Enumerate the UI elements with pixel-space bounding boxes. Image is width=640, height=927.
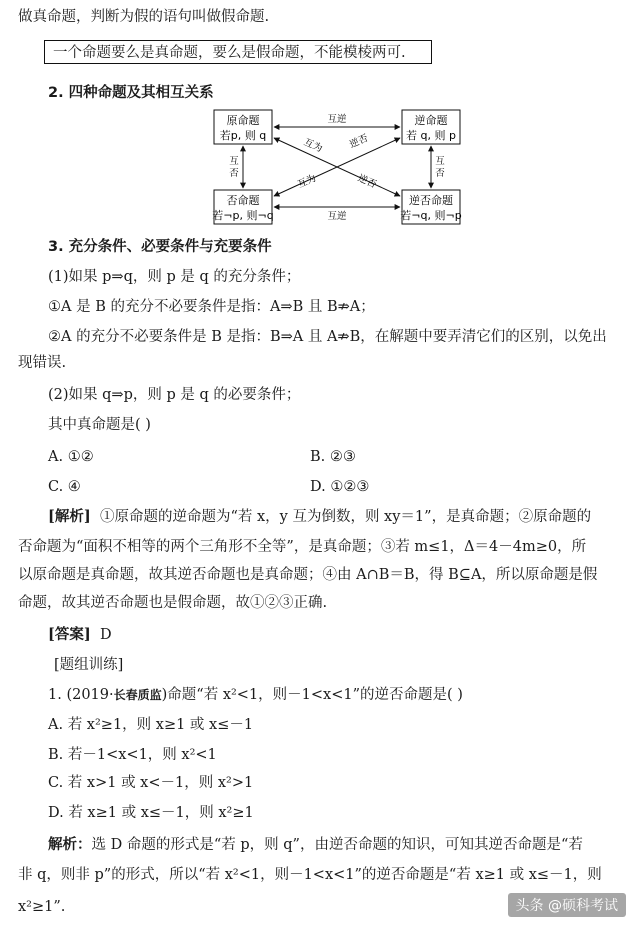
option-a: A. ①②	[48, 449, 94, 465]
contrapositive-text: 若¬q, 则¬p	[400, 209, 462, 222]
answer-label: [答案]	[48, 626, 91, 643]
s3-line-3b: 现错误.	[18, 355, 67, 371]
solution-label: 解析：	[48, 836, 92, 853]
answer-line	[48, 624, 626, 646]
analysis-line-4: 命题，故其逆否命题也是假命题，故①②③正确.	[18, 595, 328, 611]
analysis-label: [解析]	[48, 508, 91, 525]
inverse-title: 否命题	[226, 194, 260, 207]
solution-line-3: x²≥1”.	[18, 899, 66, 915]
intro-line: 做真命题，判断为假的语句叫做假命题.	[18, 9, 270, 25]
q1-option-a: A. 若 x²≥1，则 x≥1 或 x≤－1	[48, 717, 254, 733]
s3-line-2: ①A 是 B 的充分不必要条件是指：A⇒B 且 B⇏A；	[48, 299, 375, 315]
option-c: C. ④	[48, 479, 81, 495]
analysis-text-1: ①原命题的逆命题为“若 x，y 互为倒数，则 xy＝1”，是真命题；②原命题的	[99, 509, 592, 525]
original-title: 原命题	[226, 114, 260, 127]
cross-label-2: 逆否	[348, 132, 370, 151]
converse-title: 逆命题	[414, 114, 448, 127]
cross-label-1: 互为	[302, 136, 324, 155]
q1-prefix: 1. (2019·	[48, 687, 114, 703]
left-label-1: 互	[229, 156, 239, 167]
converse-text: 若 q, 则 p	[406, 129, 456, 142]
group-title: [题组训练]	[54, 657, 124, 673]
q1-rest: )命题“若 x²<1，则－1<x<1”的逆否命题是( )	[161, 687, 463, 703]
answer-value: D	[99, 627, 112, 643]
question-line: 其中真命题是( )	[48, 417, 151, 433]
inverse-text: 若¬p, 则¬q	[212, 209, 274, 222]
option-b: B. ②③	[310, 449, 356, 465]
four-propositions-diagram	[200, 108, 470, 226]
bottom-label: 互逆	[327, 211, 347, 222]
q1-line	[48, 684, 626, 706]
option-d: D. ①②③	[310, 479, 370, 495]
q1-option-c: C. 若 x>1 或 x<－1，则 x²>1	[48, 775, 254, 791]
solution-line-2: 非 q，则非 p”的形式，所以“若 x²<1，则－1<x<1”的逆否命题是“若 x≥1 或 x≤－1，则	[18, 867, 602, 883]
top-label: 互逆	[327, 114, 347, 125]
solution-text-1: 选 D 命题的形式是“若 p，则 q”，由逆否命题的知识，可知其逆否命题是“若	[91, 837, 583, 853]
analysis-line-3: 以原命题是真命题，故其逆否命题也是真命题；④由 A∩B＝B，得 B⊆A，所以原命题是假	[18, 567, 598, 583]
q1-source: 长春质监	[113, 688, 162, 702]
analysis-line-1	[48, 506, 626, 528]
q1-option-b: B. 若－1<x<1，则 x²<1	[48, 747, 217, 763]
analysis-line-2: 否命题为“面积不相等的两个三角形不全等”，是真命题；③若 m≤1，Δ＝4－4m≥0，所	[18, 539, 587, 555]
s3-line-1: (1)如果 p⇒q，则 p 是 q 的充分条件；	[48, 269, 301, 285]
cross-label-4: 逆否	[356, 172, 378, 191]
right-label-1: 互	[435, 156, 445, 167]
s3-line-3a: ②A 的充分不必要条件是 B 是指：B⇒A 且 A⇏B，在解题中要弄清它们的区别，以免出	[48, 329, 607, 345]
section-3-heading: 3. 充分条件、必要条件与充要条件	[48, 239, 272, 255]
original-text: 若p, 则 q	[219, 129, 267, 142]
contrapositive-title: 逆否命题	[409, 194, 453, 207]
watermark: 头条 @硕科考试	[508, 893, 626, 917]
solution-line-1	[48, 834, 626, 856]
boxed-note: 一个命题要么是真命题，要么是假命题，不能模棱两可.	[44, 40, 432, 64]
q1-option-d: D. 若 x≥1 或 x≤－1，则 x²≥1	[48, 805, 254, 821]
left-label-2: 否	[229, 168, 239, 179]
right-label-2: 否	[435, 168, 445, 179]
cross-label-3: 互为	[296, 172, 318, 191]
s3-line-4: (2)如果 q⇒p，则 p 是 q 的必要条件；	[48, 387, 301, 403]
section-2-heading: 2. 四种命题及其相互关系	[48, 85, 214, 101]
